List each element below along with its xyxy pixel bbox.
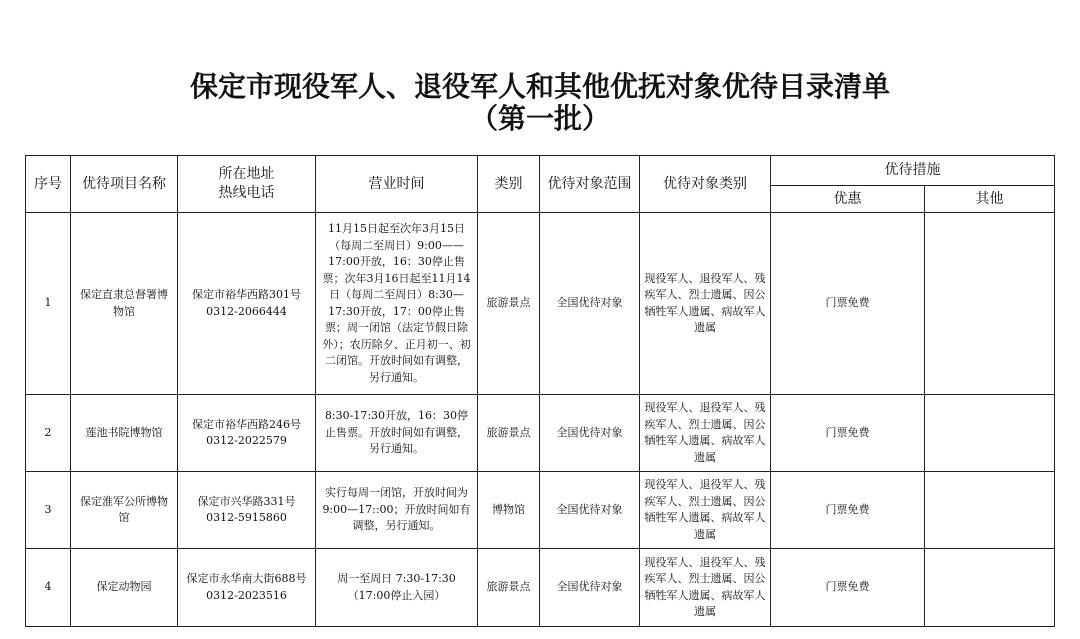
row-scope: 全国优待对象 [540, 472, 640, 549]
table-row [26, 213, 1055, 395]
row-other [925, 213, 1055, 395]
row-category: 旅游景点 [478, 395, 540, 472]
table-row [26, 472, 1055, 549]
document-subtitle: （第一批） [469, 102, 610, 135]
header-seq: 序号 [26, 156, 71, 213]
row-address: 保定市裕华西路301号 0312-2066444 [178, 213, 316, 395]
row-category: 博物馆 [478, 472, 540, 549]
row-scope: 全国优待对象 [540, 549, 640, 627]
header-category: 类别 [478, 156, 540, 213]
header-scope: 优待对象范围 [540, 156, 640, 213]
benefits-table [25, 155, 1055, 627]
row-seq: 4 [26, 549, 71, 627]
row-scope: 全国优待对象 [540, 395, 640, 472]
row-discount: 门票免费 [771, 472, 925, 549]
row-address: 保定市永华南大街688号 0312-2023516 [178, 549, 316, 627]
row-other [925, 549, 1055, 627]
header-types: 优待对象类别 [640, 156, 771, 213]
row-category: 旅游景点 [478, 549, 540, 627]
row-address: 保定市兴华路331号 0312-5915860 [178, 472, 316, 549]
row-name: 保定直隶总督署博物馆 [71, 213, 178, 395]
header-measures: 优待措施 [771, 156, 1055, 186]
row-scope: 全国优待对象 [540, 213, 640, 395]
row-discount: 门票免费 [771, 213, 925, 395]
document-title: 保定市现役军人、退役军人和其他优抚对象优待目录清单 [189, 70, 890, 103]
row-discount: 门票免费 [771, 549, 925, 627]
row-seq: 1 [26, 213, 71, 395]
row-hours: 11月15日起至次年3月15日（每周二至周日）9:00——17:00开放，16：30停止售票；次年3月16日起至11月14日（每周二至周日）8:30—17:30开放，17：00停止售票；周一闭馆（法定节假日除外）；农历除夕、正月初一、初二闭馆。开放时间如有调整，另行通知。 [316, 213, 478, 395]
header-address: 所在地址 热线电话 [178, 156, 316, 213]
row-types: 现役军人、退役军人、残疾军人、烈士遗属、因公牺牲军人遗属、病故军人遗属 [640, 213, 771, 395]
header-discount: 优惠 [771, 186, 925, 213]
row-seq: 3 [26, 472, 71, 549]
header-name: 优待项目名称 [71, 156, 178, 213]
row-hours: 周一至周日 7:30-17:30（17:00停止入园） [316, 549, 478, 627]
row-types: 现役军人、退役军人、残疾军人、烈士遗属、因公牺牲军人遗属、病故军人遗属 [640, 549, 771, 627]
row-address: 保定市裕华西路246号 0312-2022579 [178, 395, 316, 472]
row-name: 莲池书院博物馆 [71, 395, 178, 472]
row-discount: 门票免费 [771, 395, 925, 472]
row-name: 保定动物园 [71, 549, 178, 627]
row-types: 现役军人、退役军人、残疾军人、烈士遗属、因公牺牲军人遗属、病故军人遗属 [640, 395, 771, 472]
row-name: 保定淮军公所博物馆 [71, 472, 178, 549]
row-other [925, 395, 1055, 472]
row-hours: 8:30-17:30开放，16：30停止售票。开放时间如有调整，另行通知。 [316, 395, 478, 472]
header-hours: 营业时间 [316, 156, 478, 213]
row-seq: 2 [26, 395, 71, 472]
row-category: 旅游景点 [478, 213, 540, 395]
row-types: 现役军人、退役军人、残疾军人、烈士遗属、因公牺牲军人遗属、病故军人遗属 [640, 472, 771, 549]
header-other: 其他 [925, 186, 1055, 213]
row-other [925, 472, 1055, 549]
row-hours: 实行每周一闭馆，开放时间为9:00—17::00；开放时间如有调整，另行通知。 [316, 472, 478, 549]
table-row [26, 549, 1055, 627]
table-row [26, 395, 1055, 472]
